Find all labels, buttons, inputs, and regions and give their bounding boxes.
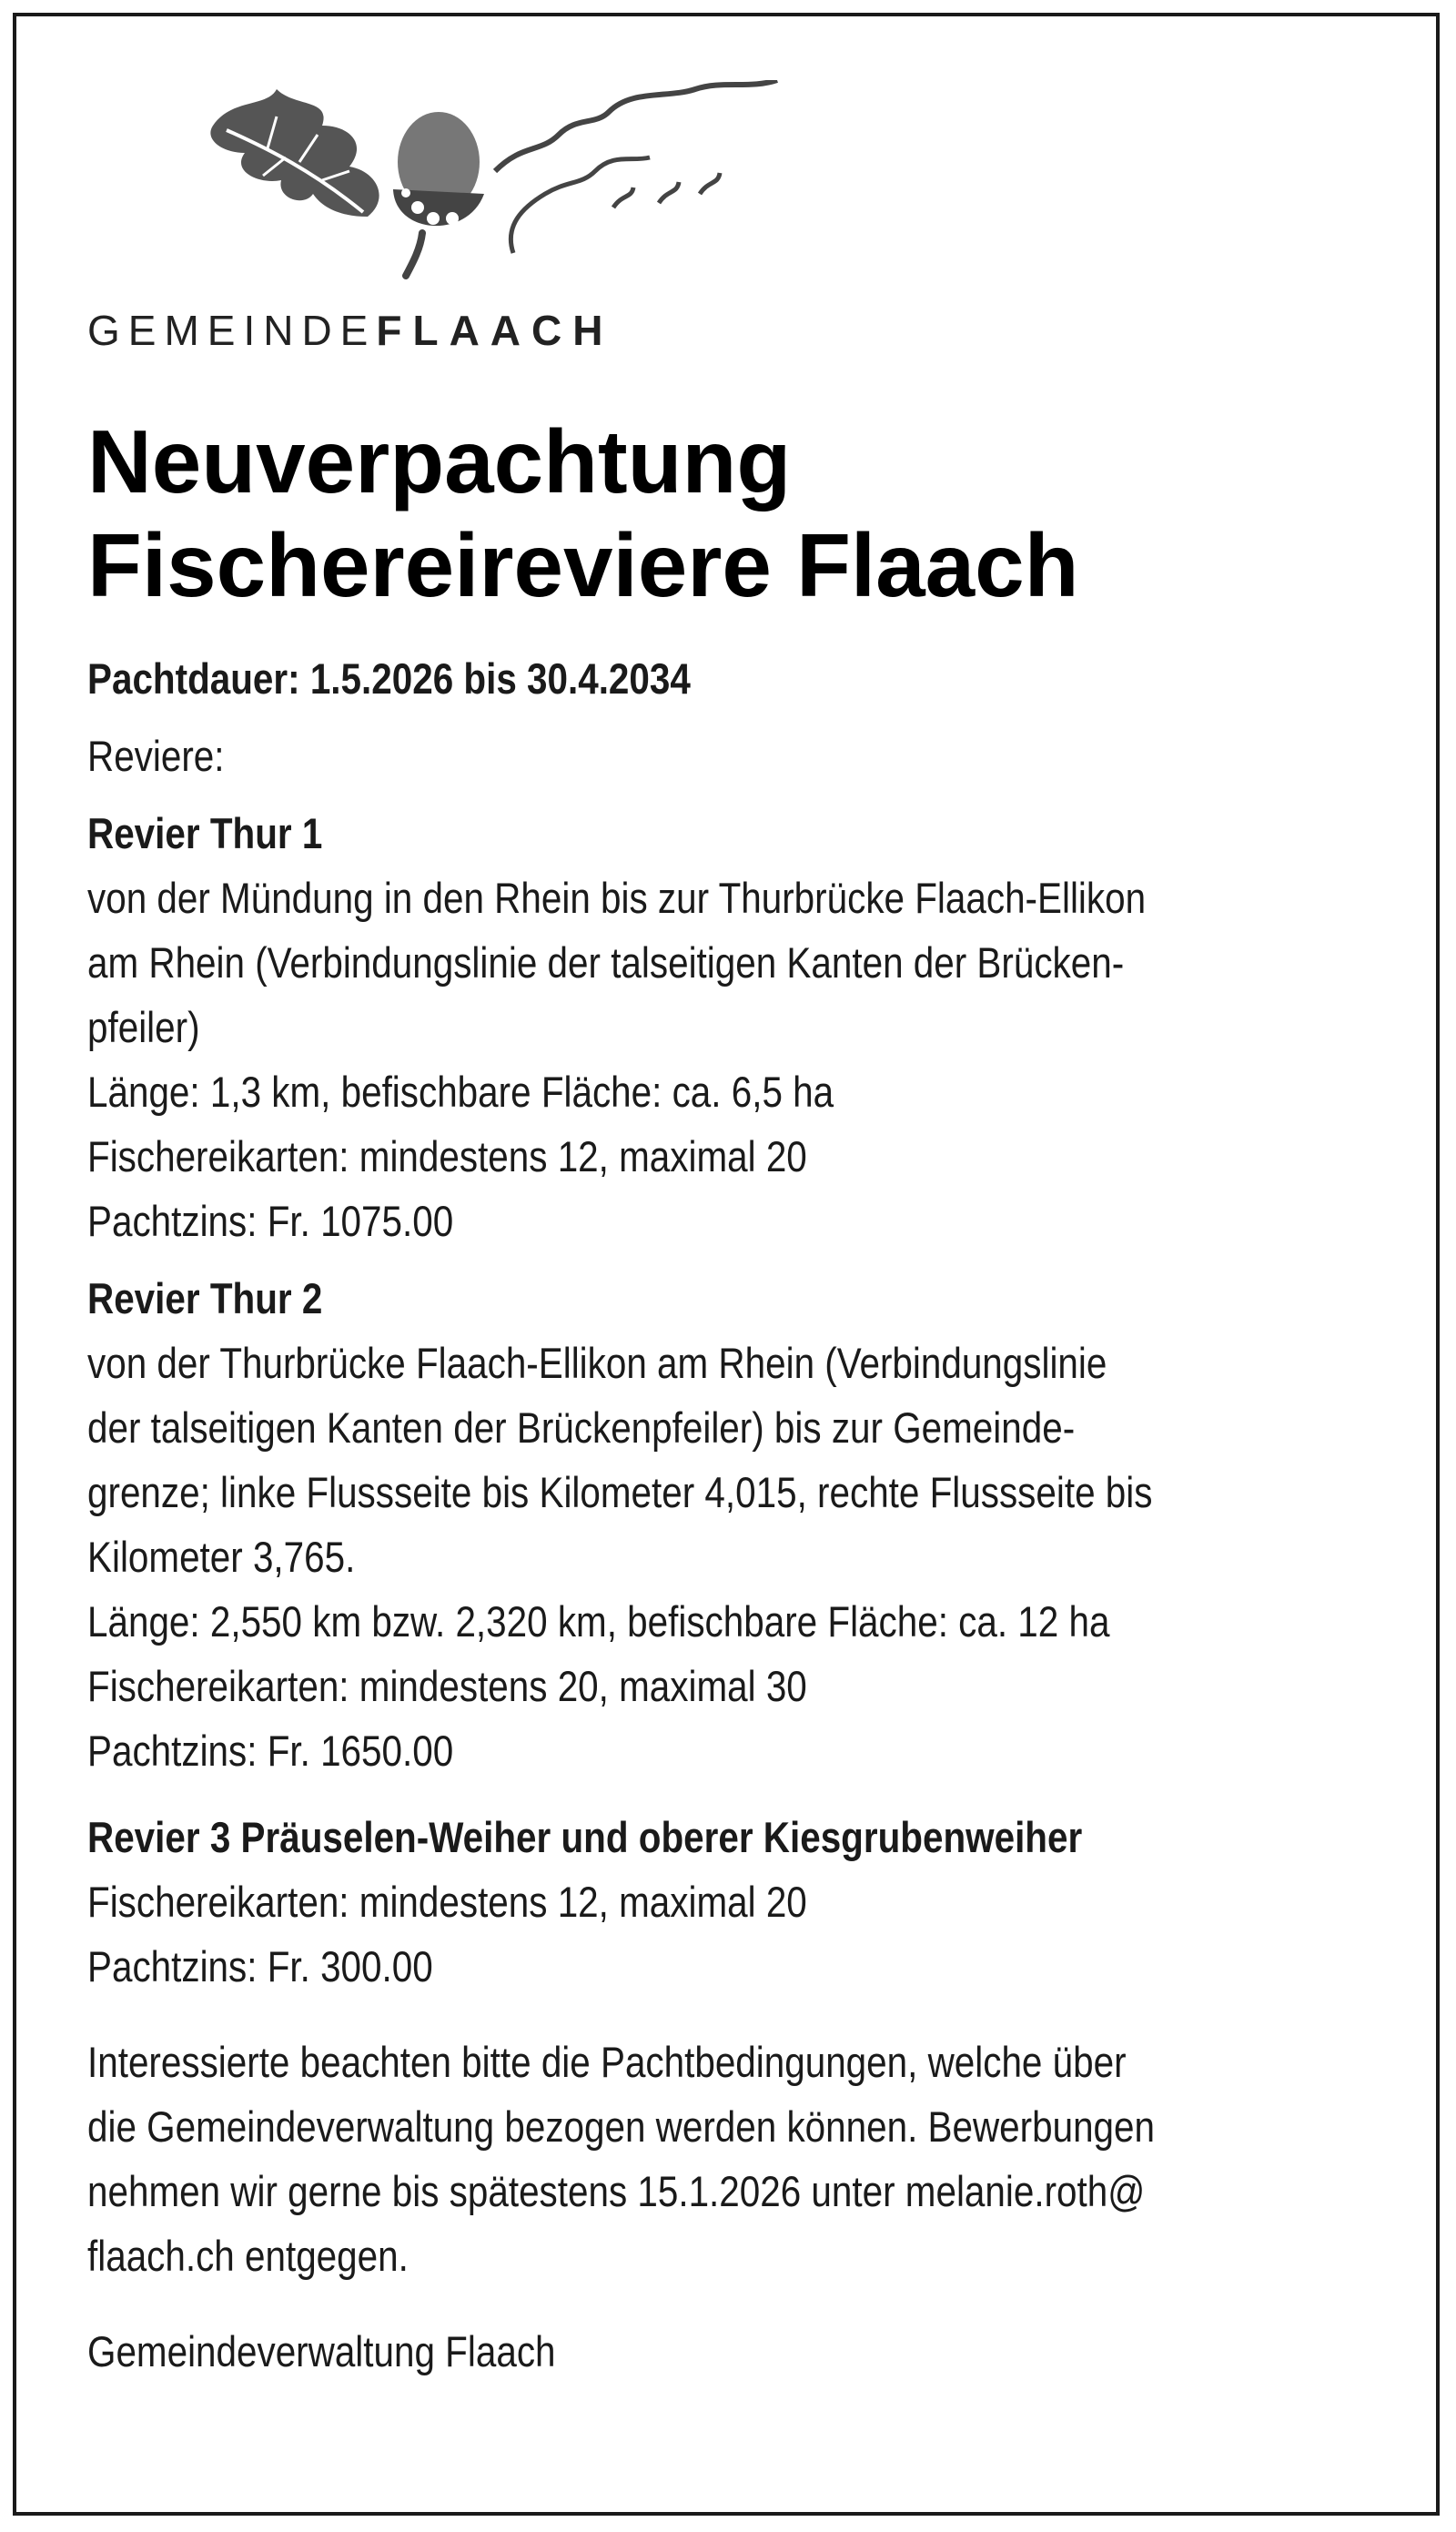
ad-content (87, 410, 1403, 2384)
hinweis-line-1: Interessierte beachten bitte die Pachtbedingungen, welche über (87, 2038, 1127, 2086)
pachtdauer: Pachtdauer: 1.5.2026 bis 30.4.2034 (87, 654, 691, 703)
logo-word-flaach: FLAACH (376, 307, 614, 354)
revier-2-line-3: grenze; linke Flussseite bis Kilometer 4,015, rechte Flussseite bis (87, 1468, 1153, 1516)
revier-1-line-2: am Rhein (Verbindungslinie der talseitigen Kanten der Brücken- (87, 938, 1125, 987)
reviere-label: Reviere: (87, 732, 225, 780)
revier-2-zins: Pachtzins: Fr. 1650.00 (87, 1727, 454, 1775)
oak-leaf-acorn-wave-logo (195, 80, 786, 280)
revier-1-section (87, 801, 1403, 1253)
revier-2-section (87, 1266, 1403, 1783)
hinweis-line-4: flaach.ch entgegen. (87, 2232, 409, 2280)
title-line-2: Fischereireviere Flaach (87, 515, 1079, 615)
revier-1-line-3: pfeiler) (87, 1003, 200, 1051)
revier-1-zins: Pachtzins: Fr. 1075.00 (87, 1197, 454, 1245)
hinweis-paragraph (87, 2030, 1403, 2288)
advertisement-frame (13, 13, 1440, 2516)
revier-1-line-1: von der Mündung in den Rhein bis zur Thurbrücke Flaach-Ellikon (87, 874, 1147, 922)
logo-word-gemeinde: GEMEINDE (87, 307, 377, 354)
revier-2-line-2: der talseitigen Kanten der Brückenpfeiler) bis zur Gemeinde- (87, 1403, 1076, 1452)
page-title (87, 410, 1403, 617)
hinweis-line-2: die Gemeindeverwaltung bezogen werden können. Bewerbungen (87, 2102, 1155, 2151)
revier-2-heading: Revier Thur 2 (87, 1274, 323, 1322)
revier-2-line-4: Kilometer 3,765. (87, 1533, 356, 1581)
revier-2-line-1: von der Thurbrücke Flaach-Ellikon am Rhein (Verbindungslinie (87, 1339, 1107, 1387)
revier-2-laenge: Länge: 2,550 km bzw. 2,320 km, befischbare Fläche: ca. 12 ha (87, 1597, 1110, 1646)
revier-1-heading: Revier Thur 1 (87, 809, 323, 857)
revier-3-zins: Pachtzins: Fr. 300.00 (87, 1942, 433, 1990)
revier-3-heading: Revier 3 Präuselen-Weiher und oberer Kiesgrubenweiher (87, 1813, 1083, 1861)
hinweis-line-3: nehmen wir gerne bis spätestens 15.1.2026 unter melanie.roth@ (87, 2167, 1146, 2215)
logo-wordmark (87, 306, 613, 355)
revier-2-karten: Fischereikarten: mindestens 20, maximal 30 (87, 1662, 807, 1710)
revier-1-karten: Fischereikarten: mindestens 12, maximal 20 (87, 1132, 807, 1180)
revier-3-karten: Fischereikarten: mindestens 12, maximal 20 (87, 1878, 807, 1926)
title-line-1: Neuverpachtung (87, 411, 792, 511)
revier-1-laenge: Länge: 1,3 km, befischbare Fläche: ca. 6,5 ha (87, 1068, 834, 1116)
signature: Gemeindeverwaltung Flaach (87, 2327, 556, 2375)
revier-3-section (87, 1805, 1403, 1999)
